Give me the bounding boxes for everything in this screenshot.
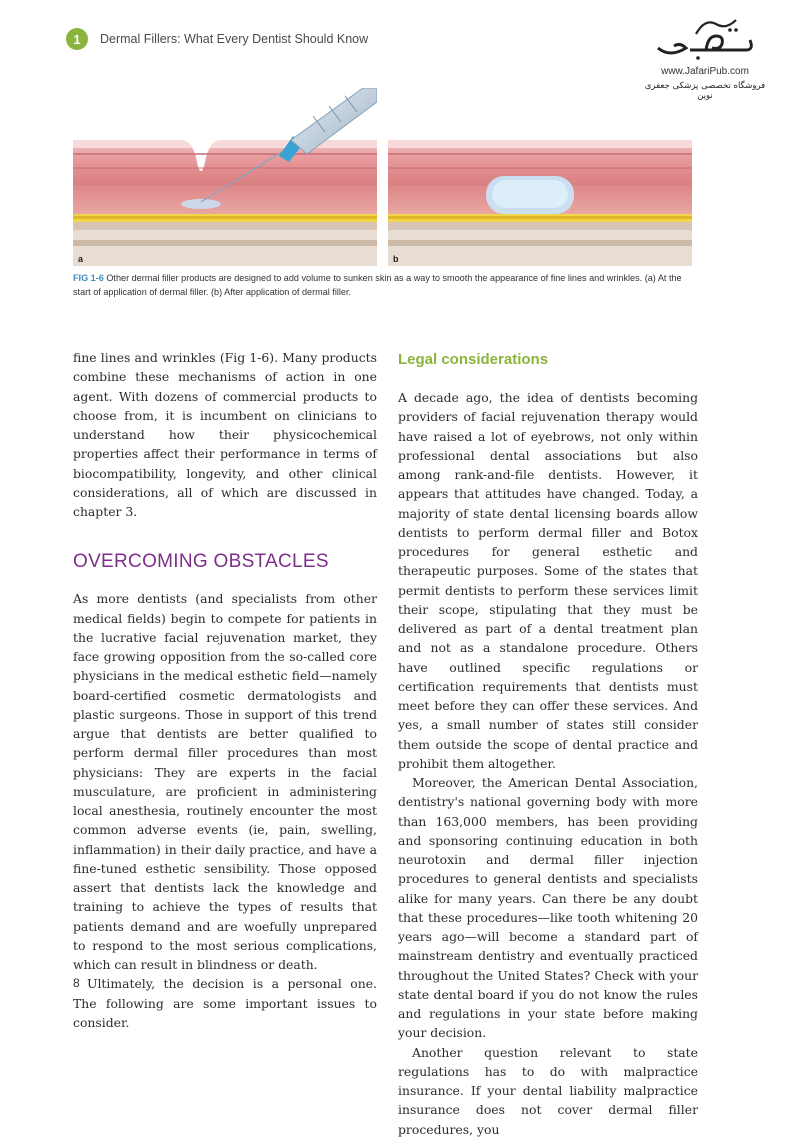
- skin-injection-illustration: [73, 88, 377, 266]
- figure-panel-a: [73, 88, 377, 266]
- figure-panel-b: [388, 88, 692, 266]
- figure-caption-text: Other dermal filler products are designed to add volume to sunken skin as a way to smooth the appearance of fine lines and wrinkles. (a) At the start of application of dermal filler. (b) After application of dermal filler.: [73, 273, 682, 297]
- subsection-heading: Legal considerations: [398, 351, 549, 368]
- publisher-logo-icon: [650, 14, 760, 62]
- publisher-shop-name: فروشگاه تخصصی پزشکی جعفری نوین: [644, 81, 766, 101]
- body-paragraph: Ultimately, the decision is a personal one. The following are some important issues to consider.: [73, 976, 377, 1030]
- left-column: [73, 348, 377, 1032]
- body-paragraph: fine lines and wrinkles (Fig 1-6). Many products combine these mechanisms of action in one agent. With dozens of commercial products to choose from, it is incumbent on clinicians to understand how their physicochemical properties affect their performance in terms of biocompatibility, longevity, and other clinical considerations, all of which are discussed in chapter 3.: [73, 350, 377, 519]
- body-paragraph: Another question relevant to state regulations has to do with malpractice insurance. If your dental liability malpractice insurance does not cover dermal filler procedures, you: [398, 1044, 698, 1137]
- figure-number: FIG 1-6: [73, 273, 104, 283]
- panel-a-label: a: [78, 254, 84, 264]
- panel-b-label: b: [393, 254, 399, 264]
- publisher-url: www.JafariPub.com: [661, 66, 749, 77]
- section-heading: OVERCOMING OBSTACLES: [73, 551, 329, 573]
- body-paragraph: As more dentists (and specialists from other medical fields) begin to compete for patients in the lucrative facial rejuvenation market, they face growing opposition from the so-called core physicians in the medical esthetic field—namely board-certified cosmetic dermatologists and plastic surgeons. Those in support of this trend argue that dentists are better qualified to perform dermal filler procedures than most physicians: They are experts in the facial musculature, are proficient in administering local anesthesia, routinely encounter the most common adverse events (ie, pain, swelling, inflammation) in their daily practice, and have a fine-tuned esthetic sensibility. Those opposed assert that dentists lack the knowledge and training to achieve the types of results that patients demand and are woefully unprepared to respond to the most serious complications, which can result in blindness or death.: [73, 591, 377, 972]
- running-header: [66, 28, 368, 50]
- right-column: [398, 350, 698, 1139]
- chapter-number-badge: 1: [66, 28, 88, 50]
- skin-filled-illustration: [388, 88, 692, 266]
- figure-caption: [73, 272, 701, 299]
- page-number: 8: [73, 976, 80, 990]
- body-paragraph: A decade ago, the idea of dentists becoming providers of facial rejuvenation therapy would have raised a lot of eyebrows, not only within professional dental associations but also among rank-and-file dentists. However, it appears that attitudes have changed. Today, a majority of state dental licensing boards allow dentists to perform dermal filler and Botox procedures for general esthetic and therapeutic purposes. Some of the states that permit dentists to perform these services limit their scope, stipulating that they must be delivered as part of a dental treatment plan and not as a standalone procedure. Others have outlined specific regulations or certification requirements that dentists must meet before they can offer these services. And yes, a small number of states still consider them outside the scope of dental practice and prohibit them altogether.: [398, 390, 698, 771]
- running-title: Dermal Fillers: What Every Dentist Should Know: [100, 32, 369, 46]
- body-paragraph: Moreover, the American Dental Association, dentistry's national governing body with more than 163,000 members, has been providing and sponsoring continuing education in both neurotoxin and dermal filler injection procedures to general dentists and specialists alike for many years. Can there be any doubt that these procedures—like tooth whitening 20 years ago—will become a standard part of mainstream dentistry and eventually practiced throughout the United States? Check with your state dental board if you do not know the rules and regulations in your state before making your decision.: [398, 775, 698, 1041]
